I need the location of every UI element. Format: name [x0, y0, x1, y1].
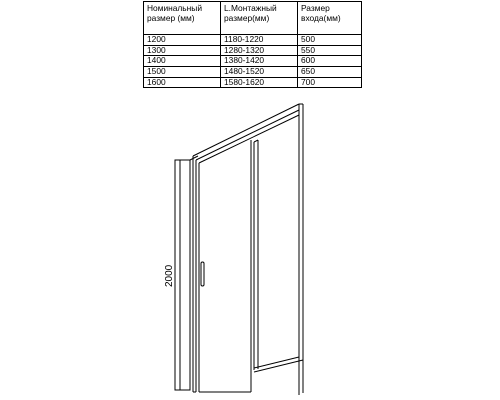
door-handle [201, 262, 204, 286]
cell-mounting: 1580-1620 [221, 77, 298, 88]
header-mounting-line1: L.Монтажный [224, 3, 277, 13]
cell-nominal: 1400 [144, 56, 221, 67]
wall-profile [175, 156, 198, 390]
door-frame [193, 104, 303, 395]
cell-entry: 500 [298, 35, 362, 46]
header-nominal-line1: Номинальный [147, 3, 202, 13]
cell-nominal: 1500 [144, 66, 221, 77]
cell-mounting: 1280-1320 [221, 45, 298, 56]
cell-entry: 650 [298, 66, 362, 77]
header-entry-line1: Размер [301, 3, 330, 13]
height-dimension-label: 2000 [164, 264, 175, 287]
cell-nominal: 1300 [144, 45, 221, 56]
cell-nominal: 1200 [144, 35, 221, 46]
cell-nominal: 1600 [144, 77, 221, 88]
cell-entry: 700 [298, 77, 362, 88]
header-nominal-line2: размер (мм) [147, 12, 195, 23]
header-mounting-line2: размер(мм) [224, 12, 270, 23]
fixed-glass-panel [254, 140, 258, 370]
sliding-door-panel [199, 140, 251, 392]
header-entry-line2: входа(мм) [301, 12, 341, 23]
cell-mounting: 1380-1420 [221, 56, 298, 67]
cell-entry: 550 [298, 45, 362, 56]
cell-mounting: 1480-1520 [221, 66, 298, 77]
cell-entry: 600 [298, 56, 362, 67]
cell-mounting: 1180-1220 [221, 35, 298, 46]
